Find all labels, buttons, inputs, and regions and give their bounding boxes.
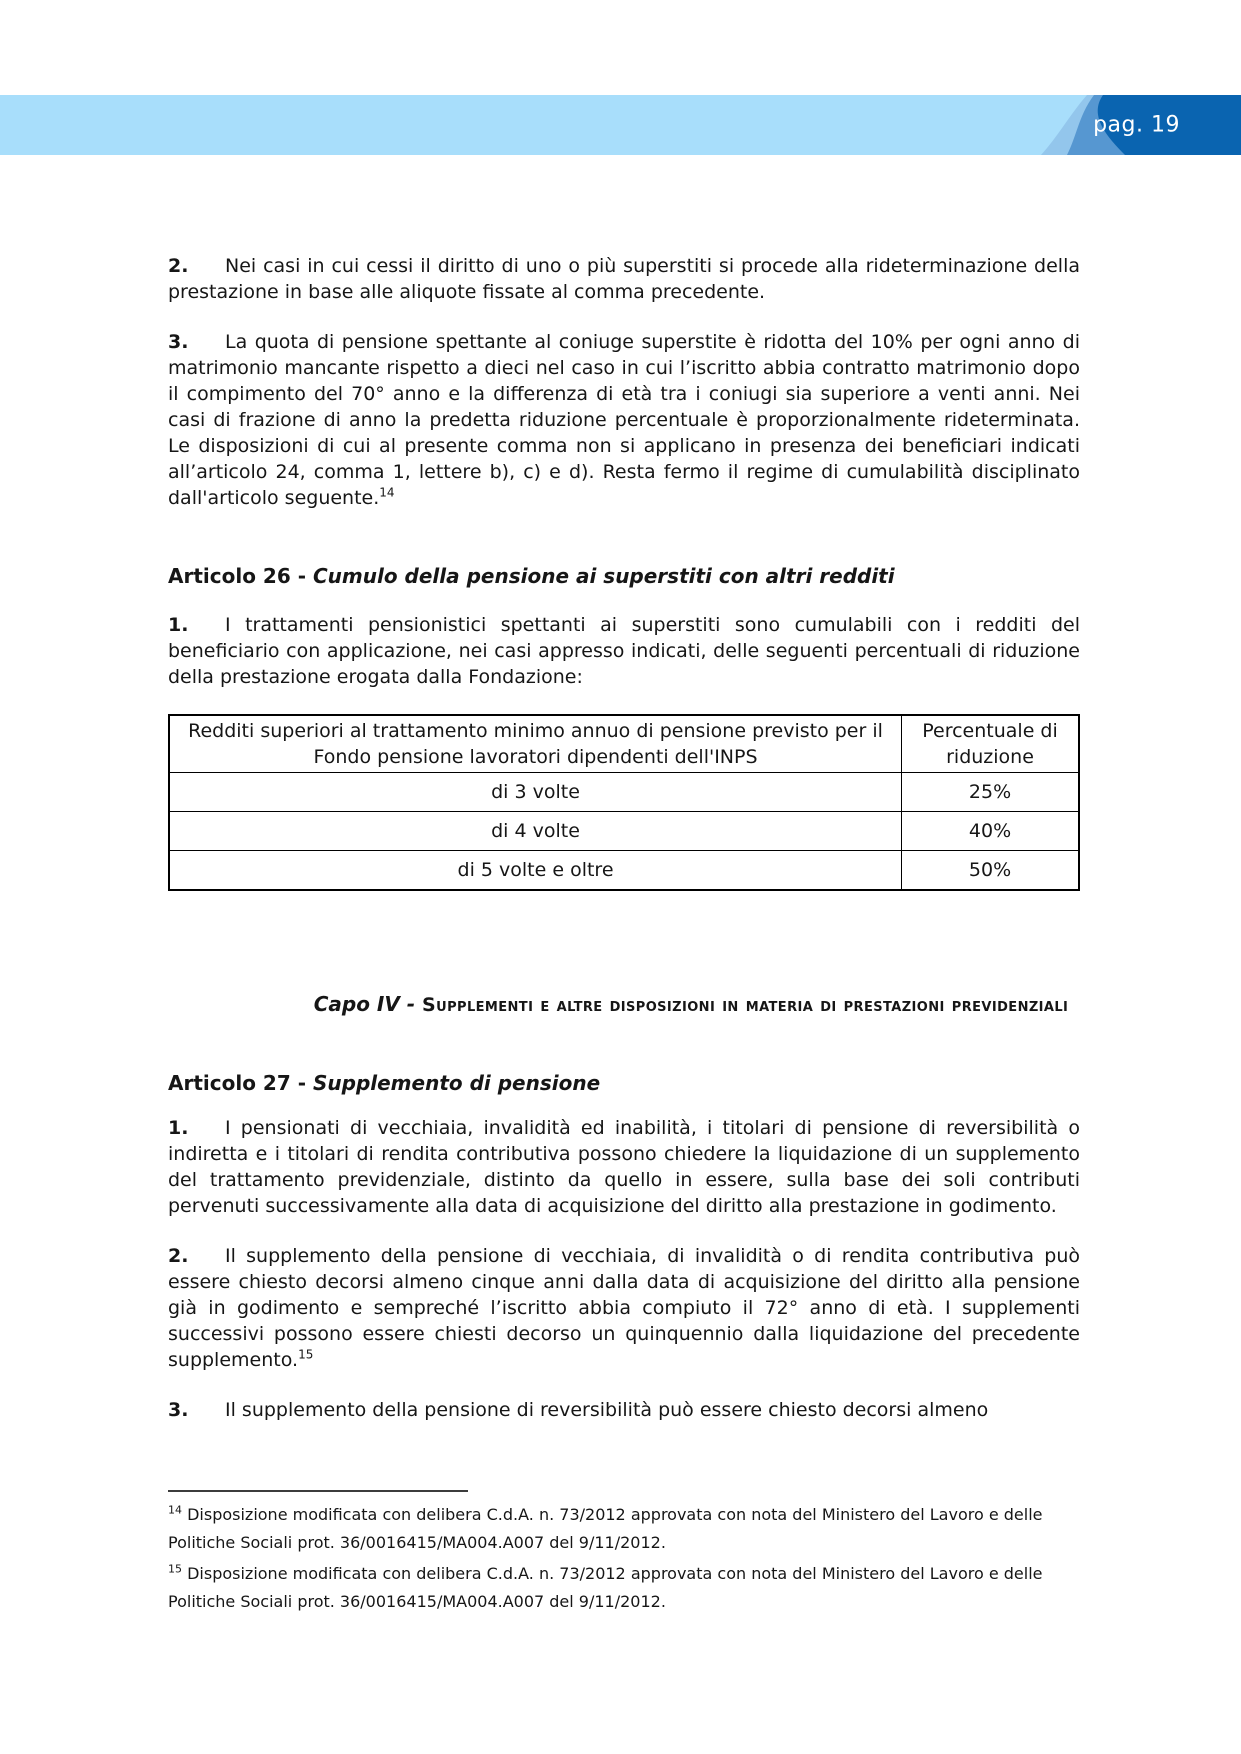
paragraph-number: 3. bbox=[168, 1399, 189, 1421]
article-27-heading-title: Supplemento di pensione bbox=[312, 1071, 601, 1095]
paragraph-art27-3 bbox=[168, 1397, 1080, 1423]
table-cell-percentage: 40% bbox=[902, 812, 1079, 851]
footnotes-section bbox=[168, 1490, 1080, 1619]
table-row bbox=[169, 773, 1079, 812]
footnote-14 bbox=[168, 1501, 1080, 1557]
footnote-separator bbox=[168, 1490, 468, 1492]
page-number-label: pag. 19 bbox=[1093, 112, 1180, 138]
article-27-heading bbox=[168, 1068, 1080, 1098]
paragraph-number: 1. bbox=[168, 614, 189, 636]
paragraph-art25-2 bbox=[168, 253, 1080, 305]
table-cell-threshold: di 3 volte bbox=[169, 773, 902, 812]
footnote-15-marker: 15 bbox=[168, 1562, 182, 1576]
table-header-percentage: Percentuale di riduzione bbox=[902, 715, 1079, 773]
table-row bbox=[169, 812, 1079, 851]
table-cell-threshold: di 5 volte e oltre bbox=[169, 851, 902, 891]
paragraph-number: 2. bbox=[168, 1245, 189, 1267]
paragraph-art27-1 bbox=[168, 1115, 1080, 1219]
paragraph-text: I pensionati di vecchiaia, invalidità ed inabilità, i titolari di pensione di reversibilità o indiretta e i titolari di rendita contributiva possono chiedere la liquidazione di un supplemento del trattamento previdenziale, distinto da quello in essere, sulla base dei soli contributi pervenuti successivamente alla data di acquisizione del diritto alla prestazione in godimento. bbox=[168, 1117, 1080, 1217]
paragraph-art27-2 bbox=[168, 1243, 1080, 1373]
document-body bbox=[168, 253, 1080, 1447]
paragraph-text: I trattamenti pensionistici spettanti ai superstiti sono cumulabili con i redditi del beneficiario con applicazione, nei casi appresso indicati, delle seguenti percentuali di riduzione della prestazione erogata dalla Fondazione: bbox=[168, 614, 1080, 688]
article-26-heading bbox=[168, 561, 1080, 591]
paragraph-text: Nei casi in cui cessi il diritto di uno o più superstiti si procede alla rideterminazione della prestazione in base alle aliquote fissate al comma precedente. bbox=[168, 255, 1080, 303]
paragraph-number: 3. bbox=[168, 331, 189, 353]
table-row bbox=[169, 851, 1079, 891]
paragraph-text: Il supplemento della pensione di reversibilità può essere chiesto decorsi almeno bbox=[225, 1399, 989, 1421]
capo-iv-heading bbox=[302, 985, 1080, 1022]
paragraph-text: Il supplemento della pensione di vecchiaia, di invalidità o di rendita contributiva può essere chiesto decorsi almeno cinque anni dalla data di acquisizione del diritto alla pensione già in godimento e sempreché l’iscritto abbia compiuto il 72° anno di età. I supplementi successivi possono essere chiesti decorso un quinquennio dalla liquidazione del precedente supplemento. bbox=[168, 1245, 1080, 1371]
footnote-14-marker: 14 bbox=[168, 1503, 182, 1517]
footnote-14-text: Disposizione modificata con delibera C.d.A. n. 73/2012 approvata con nota del Ministero del Lavoro e delle Politiche Sociali prot. 36/0016415/MA004.A007 del 9/11/2012. bbox=[168, 1505, 1043, 1552]
table-cell-threshold: di 4 volte bbox=[169, 812, 902, 851]
article-26-heading-title: Cumulo della pensione ai superstiti con altri redditi bbox=[312, 564, 895, 588]
paragraph-text: La quota di pensione spettante al coniuge superstite è ridotta del 10% per ogni anno di matrimonio mancante rispetto a dieci nel caso in cui l’iscritto abbia contratto matrimonio dopo il compimento del 70° anno e la differenza di età tra i coniugi sia superiore a venti anni. Nei casi di frazione di anno la predetta riduzione percentuale è proporzionalmente rideterminata. Le disposizioni di cui al presente comma non si applicano in presenza dei beneficiari indicati all’articolo 24, comma 1, lettere b), c) e d). Resta fermo il regime di cumulabilità disciplinato dall'articolo seguente. bbox=[168, 331, 1080, 509]
reduction-table bbox=[168, 714, 1080, 891]
footnote-reference-15: 15 bbox=[298, 1347, 314, 1362]
paragraph-art26-1 bbox=[168, 612, 1080, 690]
article-26-heading-prefix: Articolo 26 - bbox=[168, 564, 313, 588]
capo-iv-heading-title: Supplementi e altre disposizioni in materia di prestazioni previdenziali bbox=[422, 994, 1069, 1016]
footnote-reference-14: 14 bbox=[379, 485, 395, 500]
capo-iv-heading-prefix: Capo IV - bbox=[313, 992, 423, 1016]
header-band bbox=[0, 95, 1241, 155]
table-header-row bbox=[169, 715, 1079, 773]
footnote-15-text: Disposizione modificata con delibera C.d.A. n. 73/2012 approvata con nota del Ministero del Lavoro e delle Politiche Sociali prot. 36/0016415/MA004.A007 del 9/11/2012. bbox=[168, 1564, 1043, 1611]
footnote-15 bbox=[168, 1560, 1080, 1616]
article-27-heading-prefix: Articolo 27 - bbox=[168, 1071, 313, 1095]
table-cell-percentage: 50% bbox=[902, 851, 1079, 891]
paragraph-number: 2. bbox=[168, 255, 189, 277]
table-header-income: Redditi superiori al trattamento minimo annuo di pensione previsto per il Fondo pensione lavoratori dipendenti dell'INPS bbox=[169, 715, 902, 773]
paragraph-art25-3 bbox=[168, 329, 1080, 511]
table-cell-percentage: 25% bbox=[902, 773, 1079, 812]
paragraph-number: 1. bbox=[168, 1117, 189, 1139]
